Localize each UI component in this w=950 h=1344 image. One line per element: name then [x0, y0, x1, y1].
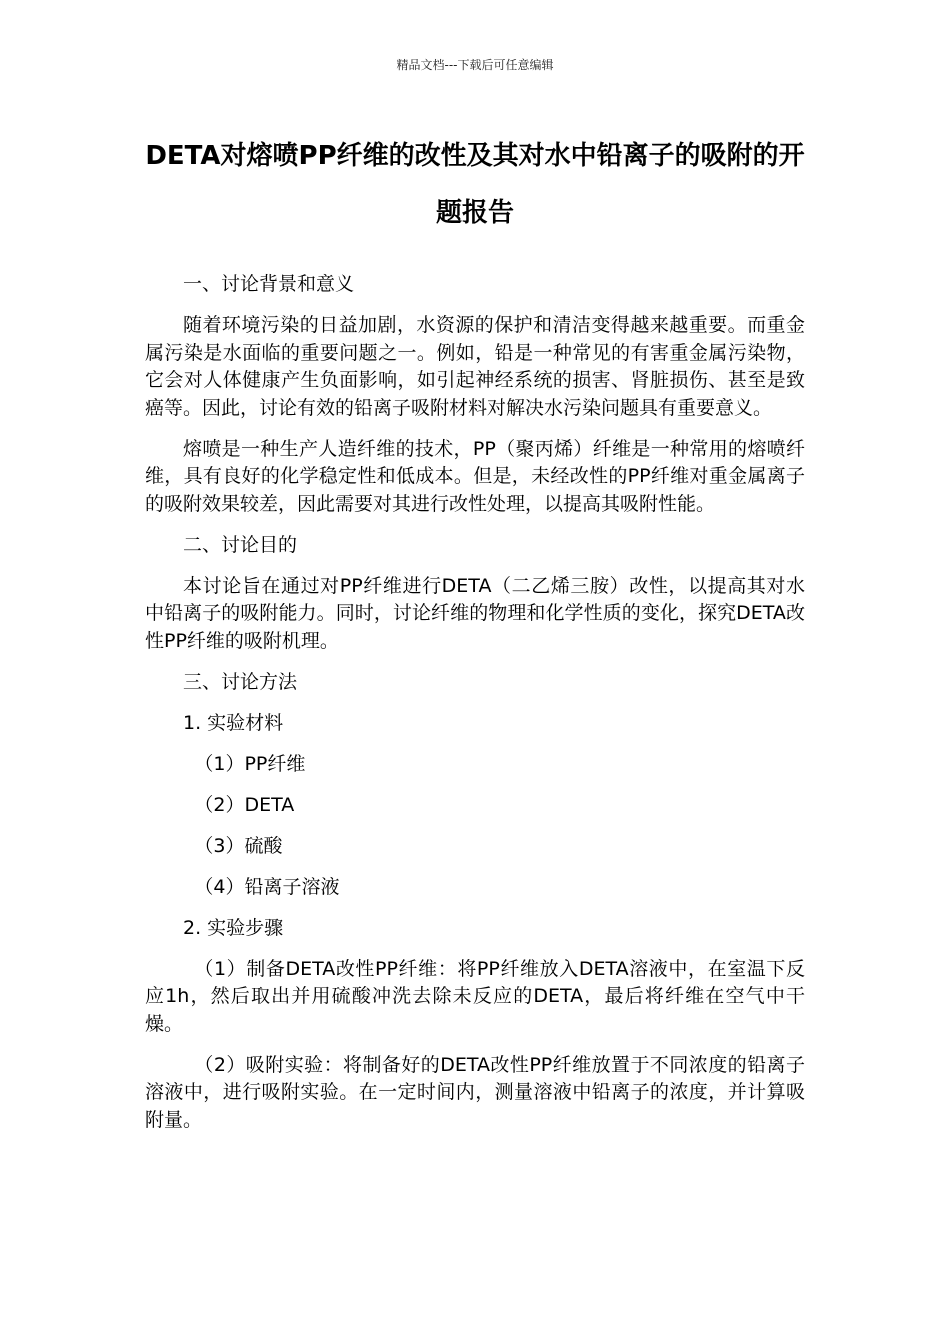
- section-heading-background: 一、讨论背景和意义: [183, 273, 355, 295]
- material-item: （4）铅离子溶液: [194, 875, 340, 898]
- material-item: （2）DETA: [194, 793, 295, 816]
- background-paragraph-2: 熔喷是一种生产人造纤维的技术，PP（聚丙烯）纤维是一种常用的熔喷纤维，具有良好的化学稳定性和低成本。但是，未经改性的PP纤维对重金属离子的吸附效果较差，因此需要对其进行改性处理，以提高其吸附性能。: [145, 437, 805, 515]
- steps-heading: 2. 实验步骤: [183, 916, 284, 939]
- document-title: DETA对熔喷PP纤维的改性及其对水中铅离子的吸附的开题报告: [145, 141, 805, 228]
- materials-heading: 1. 实验材料: [183, 711, 284, 734]
- step-paragraph-2: （2）吸附实验：将制备好的DETA改性PP纤维放置于不同浓度的铅离子溶液中，进行吸附实验。在一定时间内，测量溶液中铅离子的浓度，并计算吸附量。: [145, 1053, 805, 1131]
- document-body: [145, 271, 805, 1148]
- material-item: （3）硫酸: [194, 834, 283, 857]
- page-header: 精品文档---下载后可任意编辑: [396, 58, 554, 72]
- step-paragraph-1: （1）制备DETA改性PP纤维：将PP纤维放入DETA溶液中，在室温下反应1h，然后取出并用硫酸冲洗去除未反应的DETA，最后将纤维在空气中干燥。: [145, 957, 805, 1035]
- background-paragraph-1: 随着环境污染的日益加剧，水资源的保护和清洁变得越来越重要。而重金属污染是水面临的重要问题之一。例如，铅是一种常见的有害重金属污染物，它会对人体健康产生负面影响，如引起神经系统的损害、肾脏损伤、甚至是致癌等。因此，讨论有效的铅离子吸附材料对解决水污染问题具有重要意义。: [145, 314, 805, 419]
- purpose-paragraph-1: 本讨论旨在通过对PP纤维进行DETA（二乙烯三胺）改性，以提高其对水中铅离子的吸附能力。同时，讨论纤维的物理和化学性质的变化，探究DETA改性PP纤维的吸附机理。: [145, 574, 805, 652]
- section-heading-purpose: 二、讨论目的: [183, 533, 298, 556]
- material-item: （1）PP纤维: [194, 752, 306, 775]
- section-heading-method: 三、讨论方法: [183, 670, 298, 693]
